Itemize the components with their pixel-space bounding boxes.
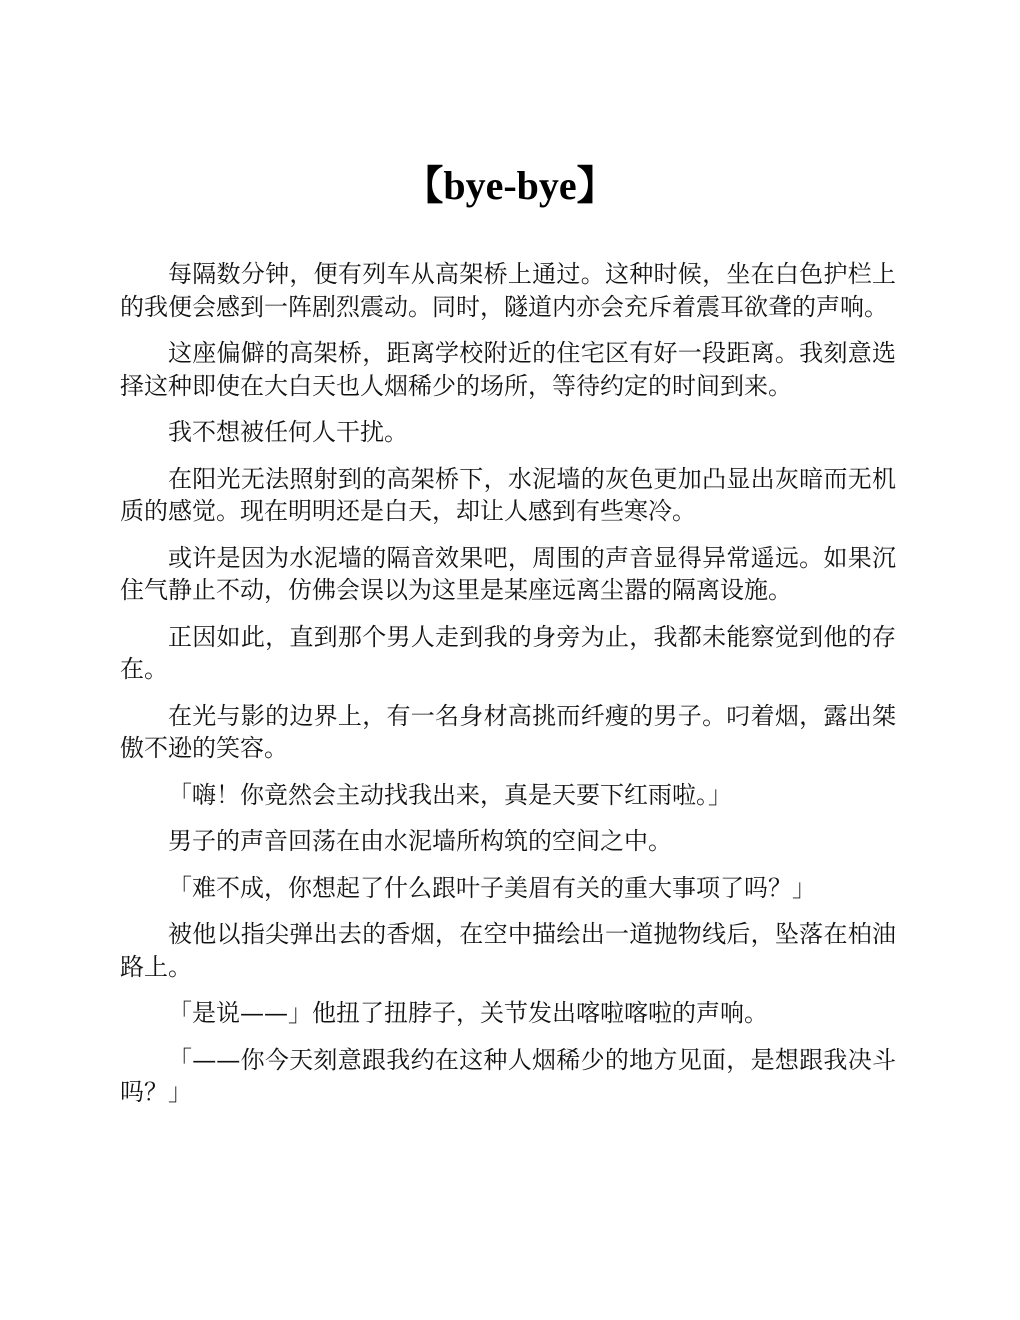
paragraph: 「难不成，你想起了什么跟叶子美眉有关的重大事项了吗？」 <box>168 873 816 902</box>
paragraph: 在光与影的边界上，有一名身材高挑而纤瘦的男子。叼着烟，露出桀傲不逊的笑容。 <box>120 701 896 762</box>
paragraph: 「——你今天刻意跟我约在这种人烟稀少的地方见面，是想跟我决斗吗？」 <box>120 1045 896 1106</box>
paragraph: 这座偏僻的高架桥，距离学校附近的住宅区有好一段距离。我刻意选择这种即使在大白天也人烟稀少的场所，等待约定的时间到来。 <box>120 339 896 400</box>
paragraph: 「是说——」他扭了扭脖子，关节发出喀啦喀啦的声响。 <box>168 999 768 1027</box>
paragraph: 男子的声音回荡在由水泥墙所构筑的空间之中。 <box>168 827 672 855</box>
paragraph: 「嗨！你竟然会主动找我出来，真是天要下红雨啦。」 <box>168 780 732 809</box>
paragraph: 正因如此，直到那个男人走到我的身旁为止，我都未能察觉到他的存在。 <box>120 622 896 683</box>
paragraph: 每隔数分钟，便有列车从高架桥上通过。这种时候，坐在白色护栏上的我便会感到一阵剧烈震动。同时，隧道内亦会充斥着震耳欲聋的声响。 <box>120 260 896 321</box>
paragraph: 在阳光无法照射到的高架桥下，水泥墙的灰色更加凸显出灰暗而无机质的感觉。现在明明还是白天，却让人感到有些寒冷。 <box>120 464 896 525</box>
paragraph: 我不想被任何人干扰。 <box>168 418 408 446</box>
paragraph: 或许是因为水泥墙的隔音效果吧，周围的声音显得异常遥远。如果沉住气静止不动，仿佛会误以为这里是某座远离尘嚣的隔离设施。 <box>120 543 896 604</box>
chapter-title: 【bye-bye】 <box>403 163 617 208</box>
chapter-body <box>120 258 896 1123</box>
paragraph: 被他以指尖弹出去的香烟，在空中描绘出一道抛物线后，坠落在柏油路上。 <box>120 920 896 981</box>
